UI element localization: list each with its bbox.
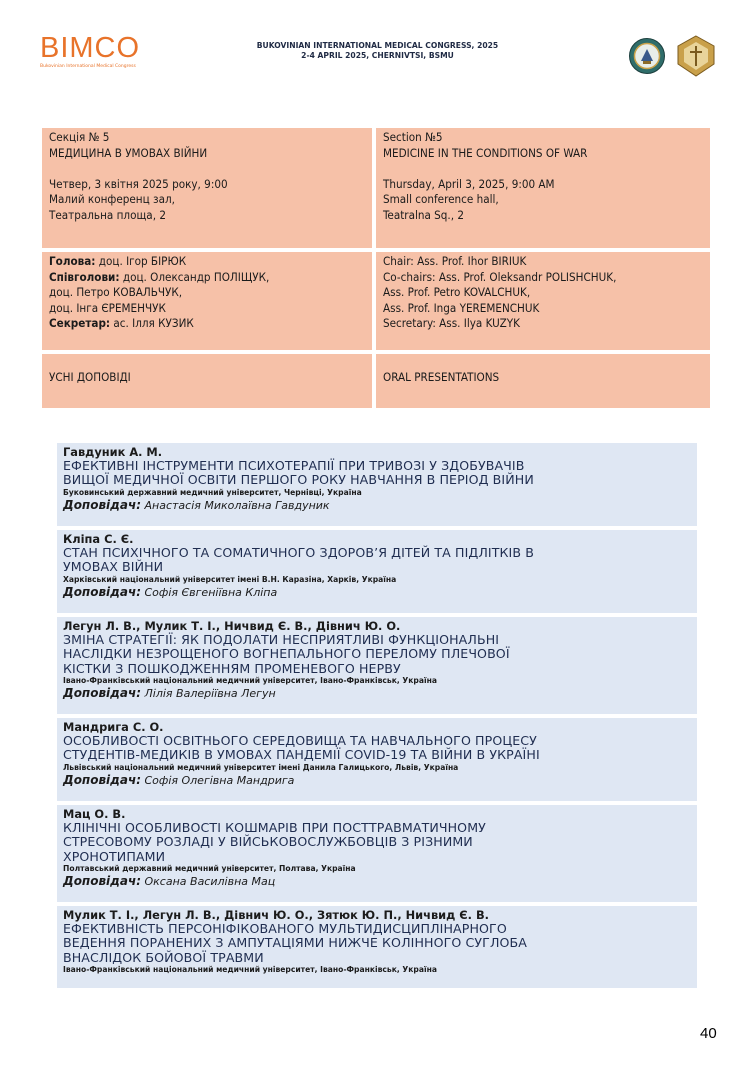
presentation-title-line: ВЕДЕННЯ ПОРАНЕНИХ З АМПУТАЦІЯМИ НИЖЧЕ КОЛІННОГО СУГЛОБА [63, 935, 527, 951]
presentation-title-line: ОСОБЛИВОСТІ ОСВІТНЬОГО СЕРЕДОВИЩА ТА НАВЧАЛЬНОГО ПРОЦЕСУ [63, 733, 537, 748]
congress-line-2: 2-4 APRIL 2025, CHERNIVTSI, BSMU [301, 51, 454, 60]
presentation-title-line: СТАН ПСИХІЧНОГО ТА СОМАТИЧНОГО ЗДОРОВ’Я ДІТЕЙ ТА ПІДЛІТКІВ В [63, 545, 534, 560]
presentation-item [57, 805, 697, 902]
section-hall-uk: Малий конференц зал, [49, 192, 175, 207]
presentation-affiliation: Харківський національний університет імені В.Н. Каразіна, Харків, Україна [63, 574, 397, 584]
cochairs-en-2: Ass. Prof. Petro KOVALCHUK, [383, 285, 531, 300]
page-header [0, 0, 750, 90]
committee-uk [42, 252, 372, 350]
logo-subtitle: Bukovinian International Medical Congress [40, 64, 136, 69]
presentation-affiliation: Івано-Франківський національний медичний університет, Івано-Франківськ, Україна [63, 676, 437, 686]
cochairs-en-3: Ass. Prof. Inga YEREMENCHUK [383, 300, 540, 315]
section-header-uk [42, 128, 372, 248]
presentation-item [57, 443, 697, 526]
section-hall-en: Small conference hall, [383, 192, 499, 207]
logo-wordmark: BIMCO [40, 32, 141, 64]
presentation-title-line: НАСЛІДКИ НЕЗРОЩЕНОГО ВОГНЕПАЛЬНОГО ПЕРЕЛОМУ ПЛЕЧОВОЇ [63, 646, 510, 662]
presentation-affiliation: Івано-Франківський національний медичний університет, Івано-Франківськ, Україна [63, 965, 437, 975]
committee-en [376, 252, 710, 350]
presentation-title-line: СТРЕСОВОМУ РОЗЛАДІ У ВІЙСЬКОВОСЛУЖБОВЦІВ З РІЗНИМИ [63, 834, 473, 850]
chair-en: Chair: Ass. Prof. Ihor BIRIUK [383, 254, 527, 268]
presentation-item [57, 617, 697, 714]
chair-uk: Голова: доц. Ігор БІРЮК [49, 254, 187, 268]
presentation-title-line: ВИЩОЇ МЕДИЧНОЇ ОСВІТИ ПЕРШОГО РОКУ НАВЧАННЯ В ПЕРІОД ВІЙНИ [63, 472, 534, 488]
presentation-authors: Мулик Т. І., Легун Л. В., Дівнич Ю. О., Зятюк Ю. П., Ничвид Є. В. [63, 908, 489, 922]
section-date-uk: Четвер, 3 квітня 2025 року, 9:00 [49, 176, 228, 191]
section-title-en: MEDICINE IN THE CONDITIONS OF WAR [383, 145, 588, 160]
secretary-uk: Секретар: ас. Ілля КУЗИК [49, 316, 194, 331]
oral-label-uk: УСНІ ДОПОВІДІ [42, 354, 372, 408]
section-date-en: Thursday, April 3, 2025, 9:00 AM [383, 176, 555, 191]
section-number-en: Section №5 [383, 130, 443, 144]
presentation-title-line: УМОВАХ ВІЙНИ [63, 559, 164, 575]
cochairs-en-1: Co-chairs: Ass. Prof. Oleksandr POLISHCHUK, [383, 269, 617, 284]
section-header-en [376, 128, 710, 248]
cochairs-uk-3: доц. Інга ЄРЕМЕНЧУК [49, 300, 166, 315]
presentation-affiliation: Львівський національний медичний університет імені Данила Галицького, Львів, Україна [63, 762, 459, 772]
presentation-title-line: ЕФЕКТИВНІСТЬ ПЕРСОНІФІКОВАНОГО МУЛЬТИДИСЦИПЛІНАРНОГО [63, 921, 507, 936]
cochairs-uk-2: доц. Петро КОВАЛЬЧУК, [49, 285, 183, 300]
presentation-speaker: Доповідач: Софія Олегівна Мандрига [63, 772, 295, 787]
presentation-title-line: КІСТКИ З ПОШКОДЖЕННЯМ ПРОМЕНЕВОГО НЕРВУ [63, 660, 401, 676]
presentation-speaker: Доповідач: Анастасія Миколаївна Гавдуник [63, 497, 330, 512]
section-title-uk: МЕДИЦИНА В УМОВАХ ВІЙНИ [49, 145, 208, 160]
section-number-uk: Секція № 5 [49, 130, 110, 144]
presentation-authors: Кліпа С. Є. [63, 532, 134, 546]
presentation-authors: Мандрига С. О. [63, 720, 164, 734]
presentation-affiliation: Полтавський державний медичний університет, Полтава, Україна [63, 864, 356, 874]
presentation-item [57, 718, 697, 801]
section-address-uk: Театральна площа, 2 [49, 207, 166, 222]
presentation-speaker: Доповідач: Софія Євгеніївна Кліпа [63, 584, 278, 599]
bimco-logo [40, 33, 180, 83]
congress-line-1: BUKOVINIAN INTERNATIONAL MEDICAL CONGRESS, 2025 [256, 41, 499, 50]
presentation-authors: Гавдуник А. М. [63, 445, 163, 459]
presentation-title-line: ЕФЕКТИВНІ ІНСТРУМЕНТИ ПСИХОТЕРАПІЇ ПРИ ТРИВОЗІ У ЗДОБУВАЧІВ [63, 458, 525, 473]
secretary-en: Secretary: Ass. Ilya KUZYK [383, 316, 520, 331]
congress-title [200, 41, 555, 61]
presentation-title-line: СТУДЕНТІВ-МЕДИКІВ В УМОВАХ ПАНДЕМІЇ COVID-19 ТА ВІЙНИ В УКРАЇНІ [63, 747, 540, 763]
presentation-speaker: Доповідач: Оксана Василівна Мац [63, 874, 276, 889]
presentation-affiliation: Буковинський державний медичний університет, Чернівці, Україна [63, 487, 362, 497]
presentation-item [57, 906, 697, 988]
crest-icon [674, 34, 718, 78]
cochairs-uk-1: Співголови: доц. Олександр ПОЛІЩУК, [49, 269, 270, 284]
presentation-title-line: ВНАСЛІДОК БОЙОВОЇ ТРАВМИ [63, 949, 264, 965]
oral-label-en: ORAL PRESENTATIONS [376, 354, 710, 408]
university-seal-icon [628, 37, 666, 75]
presentation-authors: Легун Л. В., Мулик Т. І., Ничвид Є. В., Дівнич Ю. О. [63, 619, 401, 633]
presentation-title-line: ЗМІНА СТРАТЕГІЇ: ЯК ПОДОЛАТИ НЕСПРИЯТЛИВІ ФУНКЦІОНАЛЬНІ [63, 632, 500, 647]
presentation-speaker: Доповідач: Лілія Валеріївна Легун [63, 686, 276, 701]
section-address-en: Teatralna Sq., 2 [383, 207, 465, 222]
presentation-title-line: КЛІНІЧНІ ОСОБЛИВОСТІ КОШМАРІВ ПРИ ПОСТТРАВМАТИЧНОМУ [63, 820, 486, 835]
page-number: 40 [700, 1025, 717, 1042]
presentation-item [57, 530, 697, 613]
presentation-title-line: ХРОНОТИПАМИ [63, 848, 166, 864]
presentation-authors: Мац О. В. [63, 807, 126, 821]
